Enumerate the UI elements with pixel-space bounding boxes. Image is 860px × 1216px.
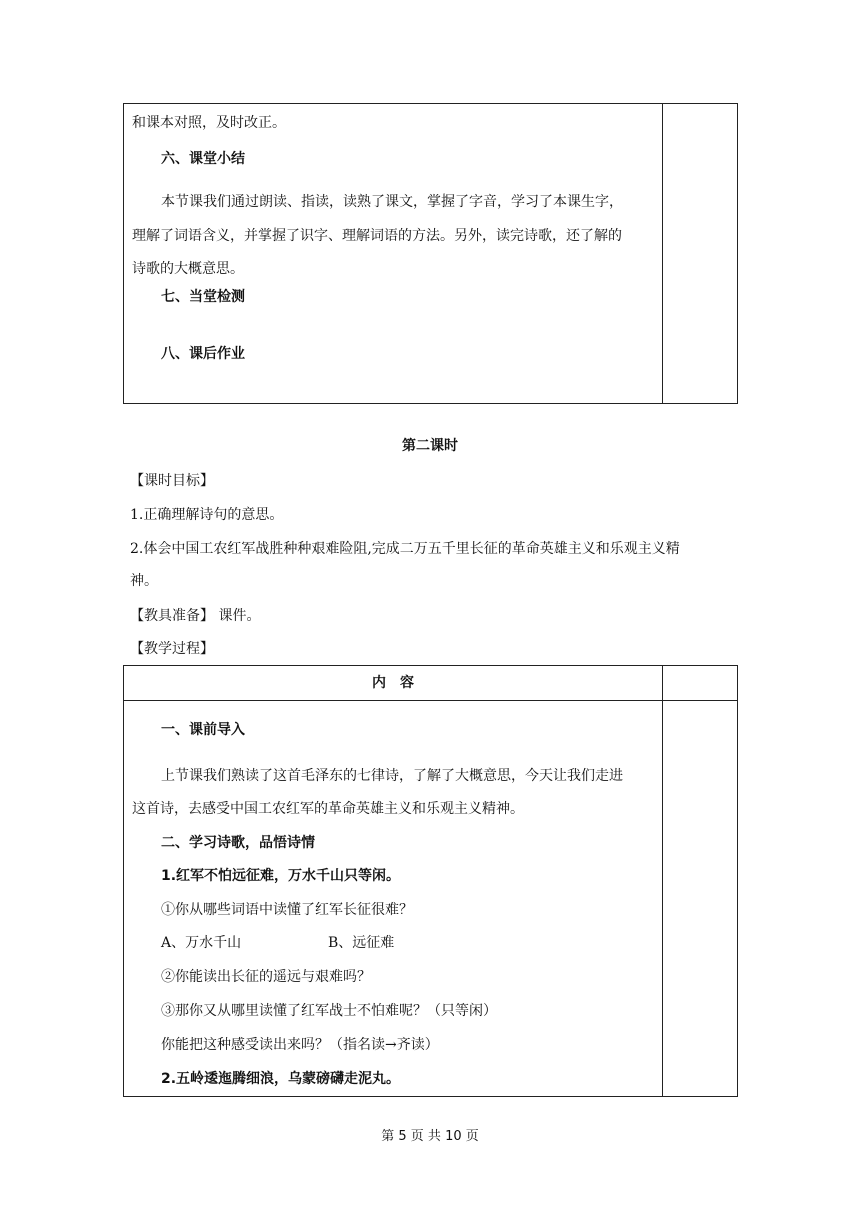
total-pages-number: 10 bbox=[445, 1129, 462, 1144]
footer-text: 第 bbox=[381, 1129, 395, 1144]
table-notes-column bbox=[662, 666, 663, 1096]
section-heading-intro: 一、课前导入 bbox=[161, 722, 245, 738]
table-notes-column bbox=[662, 104, 663, 403]
table-text-line: 这首诗，去感受中国工农红军的革命英雄主义和乐观主义精神。 bbox=[132, 801, 524, 817]
goal-item: 2.体会中国工农红军战胜种种艰难险阻,完成二万五千里长征的革命英雄主义和乐观主义精 bbox=[130, 541, 680, 557]
tools-line: 【教具准备】 课件。 bbox=[130, 608, 261, 624]
footer-text: 页 共 bbox=[410, 1129, 441, 1144]
poem-line-heading: 2.五岭逶迤腾细浪，乌蒙磅礴走泥丸。 bbox=[161, 1071, 401, 1087]
section-title: 第二课时 bbox=[402, 438, 458, 454]
table-text-line: 上节课我们熟读了这首毛泽东的七律诗，了解了大概意思，今天让我们走进 bbox=[161, 768, 623, 784]
poem-line-heading: 1.红军不怕远征难，万水千山只等闲。 bbox=[161, 868, 401, 884]
goal-item-continued: 神。 bbox=[130, 573, 158, 589]
goal-heading: 【课时目标】 bbox=[130, 473, 214, 489]
table-text-line: 和课本对照，及时改正。 bbox=[132, 115, 286, 131]
option-b: B、远征难 bbox=[328, 935, 395, 951]
teaching-process-table bbox=[123, 665, 738, 1097]
section-heading-study: 二、学习诗歌，品悟诗情 bbox=[161, 835, 315, 851]
question-line: ①你从哪些词语中读懂了红军长征很难？ bbox=[161, 902, 413, 918]
footer-text: 页 bbox=[465, 1129, 479, 1144]
table-header-row bbox=[124, 666, 737, 701]
section-heading-summary: 六、课堂小结 bbox=[161, 151, 245, 167]
section-heading-homework: 八、课后作业 bbox=[161, 346, 245, 362]
goal-item: 1.正确理解诗句的意思。 bbox=[130, 507, 284, 523]
section-heading-check: 七、当堂检测 bbox=[161, 289, 245, 305]
page-footer bbox=[0, 1127, 860, 1147]
current-page-number: 5 bbox=[398, 1129, 407, 1144]
table-text-line: 本节课我们通过朗读、指读，读熟了课文，掌握了字音，学习了本课生字， bbox=[161, 194, 623, 210]
table-text-line: 诗歌的大概意思。 bbox=[132, 261, 244, 277]
process-heading: 【教学过程】 bbox=[130, 641, 214, 657]
option-a: A、万水千山 bbox=[161, 935, 242, 951]
table-header-content: 内 容 bbox=[372, 675, 414, 691]
question-line: ②你能读出长征的遥远与艰难吗？ bbox=[161, 969, 371, 985]
question-line: 你能把这种感受读出来吗？（指名读→齐读） bbox=[161, 1037, 439, 1053]
question-line: ③那你又从哪里读懂了红军战士不怕难呢？（只等闲） bbox=[161, 1003, 497, 1019]
lesson-table-continued bbox=[123, 103, 738, 404]
table-text-line: 理解了词语含义，并掌握了识字、理解词语的方法。另外，读完诗歌，还了解的 bbox=[132, 228, 622, 244]
